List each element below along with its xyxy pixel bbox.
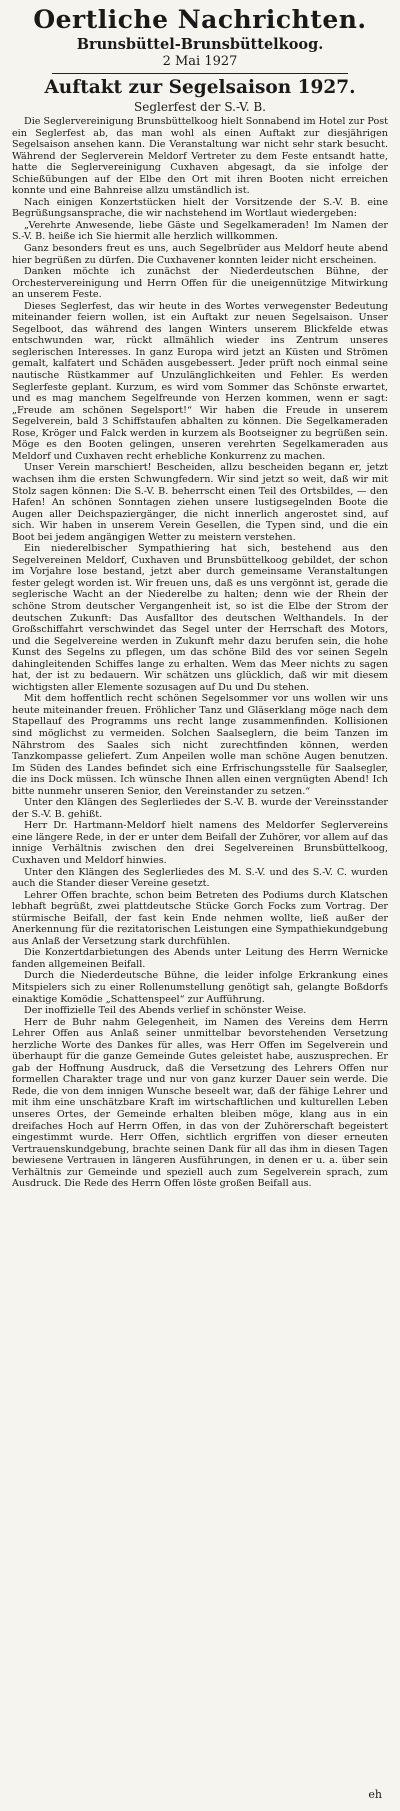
paragraph: Unter den Klängen des Seglerliedes des M. S.-V. und des S.-V. C. wurden auch die Stander dieser Vereine gesetzt. (12, 866, 388, 890)
place-line: Brunsbüttel-Brunsbüttelkoog. (76, 36, 324, 53)
article-body (12, 116, 388, 1190)
paragraph: Der inoffizielle Teil des Abends verlief in schönster Weise. (24, 1005, 307, 1017)
paragraph: Nach einigen Konzertstücken hielt der Vorsitzende der S.-V. B. eine Begrüßungsansprache, die wir nachstehend im Wortlaut wiedergeben: (12, 196, 388, 220)
author-signature: eh (368, 1788, 382, 1801)
paragraph: Ganz besonders freut es uns, auch Segelbrüder aus Meldorf heute abend hier begrüßen zu dürfen. Die Cuxhavener konnten leider nicht erscheinen. (12, 243, 388, 266)
paragraph: Die Seglervereinigung Brunsbüttelkoog hielt Sonnabend im Hotel zur Post ein Seglerfest ab, das man wohl als einen Auftakt zur diesjährigen Segelsaison ansehen kann. Die Veranstaltung war nicht sehr stark besucht. Während der Seglerverein Meldorf Vertreter zu dem Feste entsandt hatte, hatte die Seglervereinigung Cuxhaven abgesagt, da sie infolge der Schießübungen auf der Elbe den Ort mit ihren Booten nicht erreichen konnte und eine Bahnreise allzu umständlich ist. (12, 116, 388, 197)
paragraph: Dieses Seglerfest, das wir heute in des Wortes verwegenster Bedeutung miteinander feiern wollen, ist ein Auftakt zur neuen Segelsaison. Unser Segelboot, das während des langen Winters unserem Blickfelde etwas entschwunden war, rückt allmählich wieder ins Zentrum unseres seglerischen Interesses. In ganz Europa wird jetzt an Küsten und Strömen gemalt, kalfatert und Schäden ausgebessert. Jeder prüft noch einmal seine nautische Rüstkammer auf Unzulänglichkeiten und Fehler. Es werden Seglerfeste geplant. Kurzum, es wird vom Sommer das Schönste erwartet, und es mag manchem Segelfreunde von Herzen kommen, wenn er sagt: „Freude am schönen Segelsport!“ Wir haben die Freude in unserem Segelverein, bald 3 Schiffstaufen abhalten zu können. Die Segelkameraden Rose, Kröger und Falck werden in kurzem als Bootseigner zu begrüßen sein. Möge es den Booten gelingen, unseren verehrten Segelkameraden aus Meldorf und Cuxhaven recht erhebliche Konkurrenz zu machen. (12, 300, 388, 462)
paragraph: Danken möchte ich zunächst der Niederdeutschen Bühne, der Orchestervereinigung und Herrn Offen für die uneigennützige Mitwirkung an unserem Feste. (12, 266, 388, 301)
paragraph: Lehrer Offen brachte, schon beim Betreten des Podiums durch Klatschen lebhaft begrüßt, zwei plattdeutsche Stücke Gorch Focks zum Vortrag. Der stürmische Beifall, der fast kein Ende nehmen wollte, ließ außer der Anerkennung für die rezitatorischen Leistungen eine Sympathiekundgebung aus Anlaß der Versetzung stark durchfühlen. (12, 889, 388, 947)
paragraph: Herr de Buhr nahm Gelegenheit, im Namen des Vereins dem Herrn Lehrer Offen aus Anlaß seiner unmittelbar bevorstehenden Versetzung herzliche Worte des Dankes für alles, was Herr Offen im Segelverein und überhaupt für die ganze Gemeinde Gutes geleistet habe, auszusprechen. Er gab der Hoffnung Ausdruck, daß die Versetzung des Lehrers Offen nur formellen Charakter trage und nur von ganz kurzer Dauer sein werde. Die Rede, die von dem innigen Wunsche beseelt war, daß der fähige Lehrer und mit ihm eine unschätzbare Kraft im wirtschaftlichen und kulturellen Leben unseres Ortes, der Gemeinde erhalten bleiben möge, klang aus in ein dreifaches Hoch auf Herrn Offen, in das von der Zuhörerschaft begeistert eingestimmt wurde. Herr Offen, sichtlich ergriffen von dieser erneuten Vertrauenskundgebung, brachte seinen Dank für all das ihm in diesen Tagen bewiesene Vertrauen in längeren Ausführungen, in denen er u. a. über sein Verhältnis zur Gemeinde und speziell auch zum Segelverein sprach, zum Ausdruck. Die Rede des Herrn Offen löste großen Beifall aus. (12, 1016, 388, 1190)
divider (52, 73, 348, 74)
dateline: 2 Mai 1927 (162, 54, 238, 69)
paragraph: Ein niederelbischer Sympathiering hat sich, bestehend aus den Segelvereinen Meldorf, Cuxhaven und Brunsbüttelkoog gebildet, der schon im Vorjahre lose bestand, jetzt aber durch gemeinsame Veranstaltungen fester gelegt worden ist. Wir freuen uns, daß es uns vergönnt ist, gerade die seglerische Wacht an der Niederelbe zu halten; denn wie der Rhein der schöne Strom deutscher Vergangenheit ist, so ist die Elbe der Strom der deutschen Zukunft: Das Ausfalltor des deutschen Welthandels. In der Großschiffahrt verschwindet das Segel unter der Herrschaft des Motors, und die Segelvereine werden in Zukunft mehr dazu berufen sein, die hohe Kunst des Segelns zu pflegen, um das schöne Bild des vor seinen Segeln dahingleitenden Schiffes lange zu erhalten. Wem das Meer nichts zu sagen hat, der ist zu bedauern. Wir schätzen uns glücklich, daß wir mit diesem wichtigsten aller Elemente sozusagen auf Du und Du stehen. (12, 543, 388, 693)
article-headline: Auftakt zur Segelsaison 1927. (44, 77, 356, 98)
paragraph: Die Konzertdarbietungen des Abends unter Leitung des Herrn Wernicke fanden allgemeinen Beifall. (12, 947, 388, 970)
paragraph: Unser Verein marschiert! Bescheiden, allzu bescheiden begann er, jetzt wachsen ihm die ersten Schwungfedern. Wir sind jetzt so weit, daß wir mit Stolz sagen können: Die S.-V. B. beherrscht einen Teil des Ortsbildes, — den Hafen! An schönen Sonntagen ziehen unsere lustigsegelnden Boote die Augen aller Deichspaziergänger, die nicht innerlich angerostet sind, auf sich. Wir haben in unserem Verein Gesellen, die Typen sind, und die ein Boot bei jedem angängigen Wetter zu meistern verstehen. (12, 462, 388, 543)
article-subhead: Seglerfest der S.-V. B. (134, 100, 266, 114)
paragraph: Durch die Niederdeutsche Bühne, die leider infolge Erkrankung eines Mitspielers sich zu einer Rollenumstellung genötigt sah, gelangte Boßdorfs einaktige Komödie „Schattenspeel“ zur Aufführung. (12, 970, 388, 1005)
paragraph: Unter den Klängen des Seglerliedes der S.-V. B. wurde der Vereinsstander der S.-V. B. gehißt. (12, 797, 388, 820)
paragraph: Herr Dr. Hartmann-Meldorf hielt namens des Meldorfer Seglervereins eine längere Rede, in der er unter dem Beifall der Zuhörer, vor allem auf das innige Verhältnis zwischen den drei Segelvereinen Brunsbüttelkoog, Cuxhaven und Meldorf hinwies. (12, 820, 388, 866)
section-masthead: Oertliche Nachrichten. (33, 5, 367, 34)
paragraph: Mit dem hoffentlich recht schönen Segelsommer vor uns wollen wir uns heute miteinander freuen. Fröhlicher Tanz und Gläserklang möge nach dem Stapellauf des Programms uns recht lange zusammenfinden. Kollisionen sind möglichst zu vermeiden. Solchen Saalseglern, die beim Tanzen im Nährstrom des Saales sich nicht zurechtfinden können, werden Tanzkompasse geliefert. Zum Anpeilen wolle man schöne Augen benutzen. Im Süden des Landes befindet sich eine Erfrischungsstelle für Saalsegler, die ins Dock müssen. Ich wünsche Ihnen allen einen vergnügten Abend! Ich bitte nunmehr unseren Senior, den Vereinstander zu setzen.“ (12, 693, 388, 797)
paragraph: „Verehrte Anwesende, liebe Gäste und Segelkameraden! Im Namen der S.-V. B. heiße ich Sie hiermit alle herzlich willkommen. (12, 219, 388, 243)
